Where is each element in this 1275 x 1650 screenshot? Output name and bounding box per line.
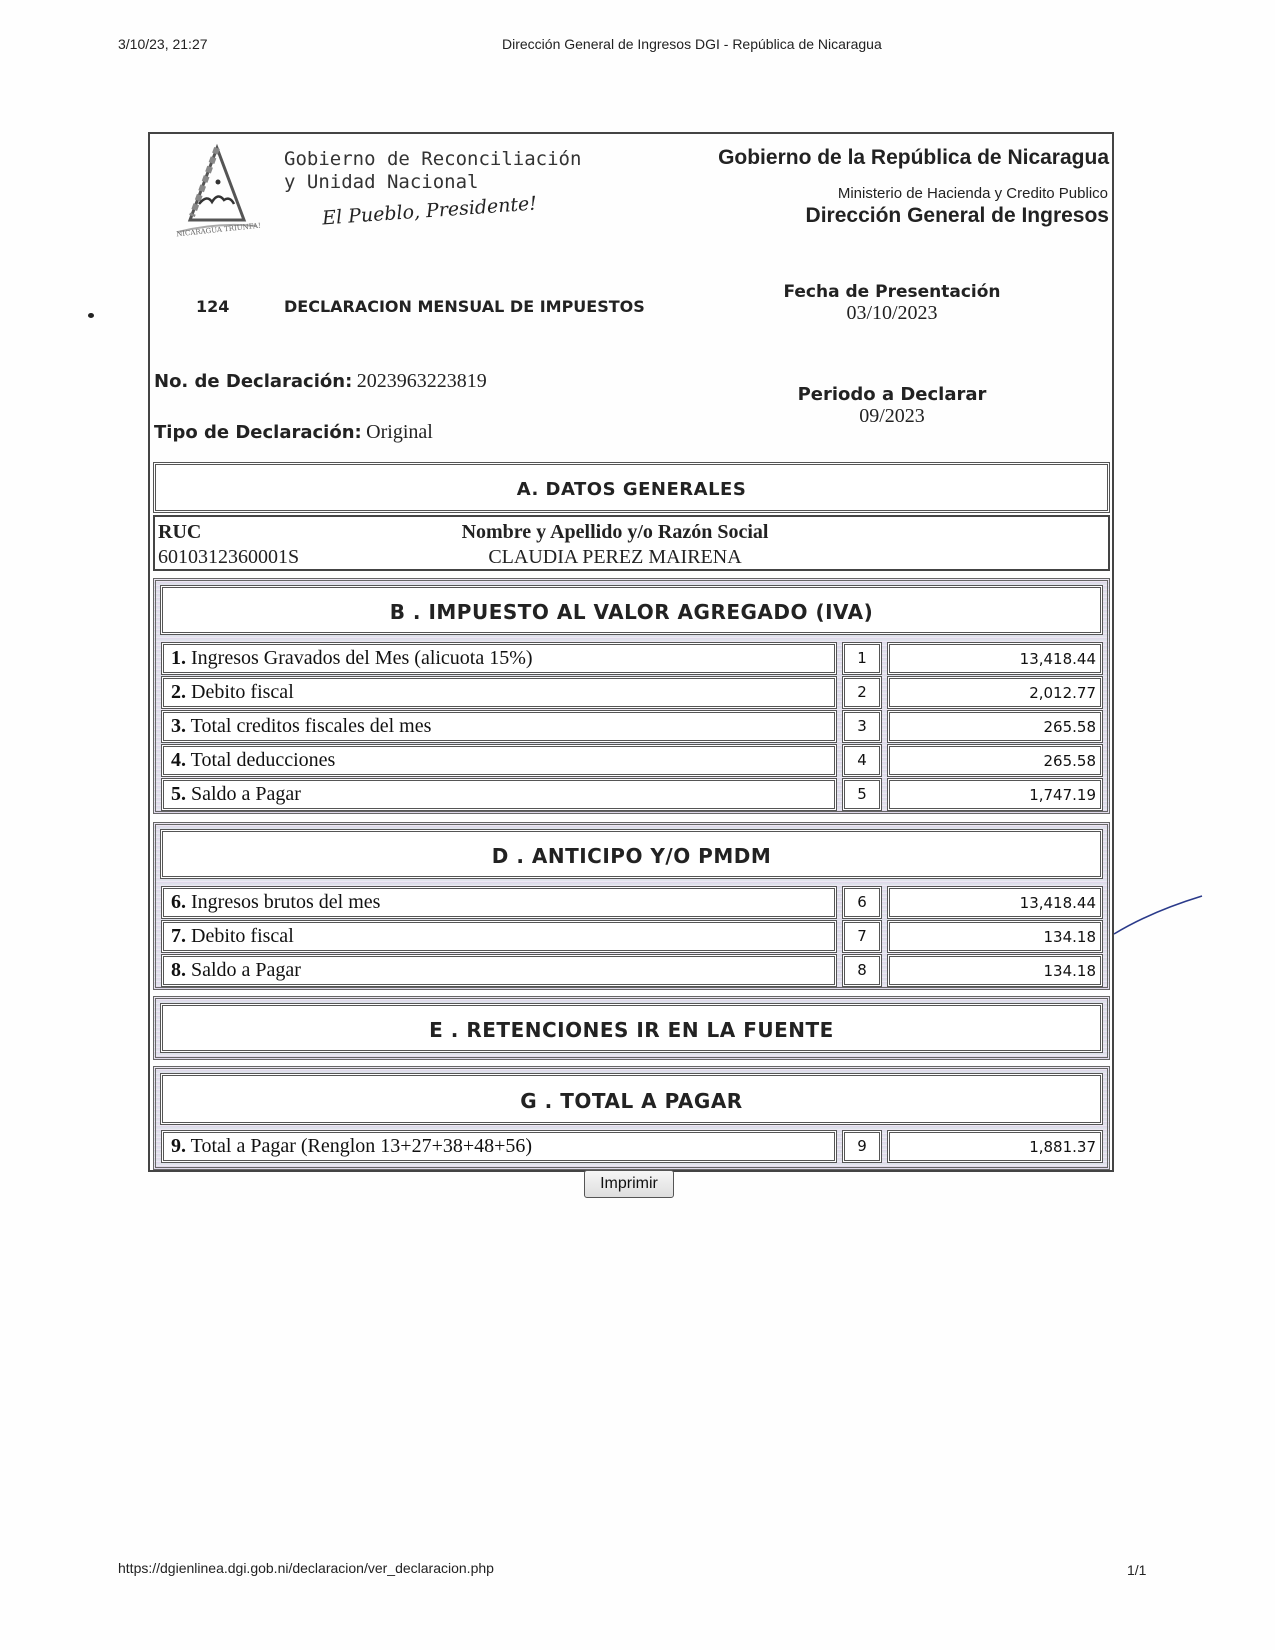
- row-number-prefix: 1.: [171, 647, 186, 669]
- row-amount: 13,418.44: [887, 886, 1103, 919]
- row-line-number: 8: [842, 954, 882, 987]
- row-line-number: 4: [842, 744, 882, 777]
- row-number-prefix: 4.: [171, 749, 186, 771]
- logo-text: NICARAGUA TRIUNFA!: [175, 221, 262, 239]
- row-line-number: 5: [842, 778, 882, 811]
- fecha-value: 03/10/2023: [846, 302, 938, 324]
- row-label: [161, 1130, 837, 1163]
- row-label: [161, 676, 837, 709]
- row-label-text: Ingresos Gravados del Mes (alicuota 15%): [191, 647, 533, 669]
- form-title: DECLARACION MENSUAL DE IMPUESTOS: [284, 297, 645, 316]
- section-d-header: [160, 829, 1103, 879]
- row-amount: 1,881.37: [887, 1130, 1103, 1163]
- section-e-header: [160, 1003, 1103, 1053]
- row-number-prefix: 3.: [171, 715, 186, 737]
- row-label: [161, 920, 837, 953]
- print-button[interactable]: Imprimir: [584, 1170, 674, 1198]
- gov-line1: Gobierno de Reconciliación: [284, 148, 582, 170]
- dgi-title: Dirección General de Ingresos: [805, 204, 1109, 227]
- nombre-value: CLAUDIA PEREZ MAIRENA: [488, 546, 742, 568]
- ministry-label: Ministerio de Hacienda y Credito Publico: [837, 185, 1108, 202]
- row-line-number: 7: [842, 920, 882, 953]
- row-label-text: Ingresos brutos del mes: [191, 891, 381, 913]
- row-amount: 2,012.77: [887, 676, 1103, 709]
- no-declaracion-value: 2023963223819: [356, 370, 487, 392]
- tipo-declaracion: [154, 421, 433, 444]
- slogan-signature: El Pueblo, Presidente!: [321, 192, 538, 230]
- footer-page: 1/1: [1127, 1562, 1147, 1578]
- periodo-value: 09/2023: [859, 405, 925, 427]
- section-a-header: [153, 462, 1110, 513]
- row-amount: 134.18: [887, 954, 1103, 987]
- nombre-label: Nombre y Apellido y/o Razón Social: [461, 521, 769, 543]
- no-declaracion-label: No. de Declaración:: [154, 371, 353, 392]
- row-number-prefix: 2.: [171, 681, 186, 703]
- row-label: [161, 744, 837, 777]
- row-number-prefix: 8.: [171, 959, 186, 981]
- row-label-text: Total deducciones: [190, 749, 336, 771]
- tipo-declaracion-label: Tipo de Declaración:: [154, 422, 362, 443]
- row-number-prefix: 9.: [171, 1135, 186, 1157]
- section-b-header: [160, 585, 1103, 635]
- section-g-title: G . TOTAL A PAGAR: [520, 1089, 743, 1113]
- form-number: 124: [196, 297, 230, 316]
- ruc-label: RUC: [158, 521, 202, 543]
- row-label-text: Saldo a Pagar: [191, 783, 301, 805]
- row-line-number: 3: [842, 710, 882, 743]
- row-number-prefix: 6.: [171, 891, 186, 913]
- row-line-number: 6: [842, 886, 882, 919]
- no-declaracion: [154, 370, 487, 393]
- row-label: [161, 954, 837, 987]
- row-amount: 13,418.44: [887, 642, 1103, 675]
- row-label-text: Debito fiscal: [191, 681, 294, 703]
- row-number-prefix: 7.: [171, 925, 186, 947]
- row-label: [161, 886, 837, 919]
- section-b-title: B . IMPUESTO AL VALOR AGREGADO (IVA): [389, 600, 874, 624]
- print-datetime: 3/10/23, 21:27: [118, 36, 208, 52]
- row-amount: 265.58: [887, 744, 1103, 777]
- print-page-title: Dirección General de Ingresos DGI - República de Nicaragua: [502, 36, 882, 52]
- section-d-title: D . ANTICIPO Y/O PMDM: [491, 844, 772, 868]
- section-e-title: E . RETENCIONES IR EN LA FUENTE: [429, 1018, 834, 1042]
- republic-title: Gobierno de la República de Nicaragua: [718, 146, 1109, 169]
- periodo-label: Periodo a Declarar: [797, 384, 987, 405]
- row-line-number: 1: [842, 642, 882, 675]
- row-label-text: Saldo a Pagar: [191, 959, 301, 981]
- section-g-header: [160, 1073, 1103, 1125]
- row-label-text: Total a Pagar (Renglon 13+27+38+48+56): [190, 1135, 533, 1157]
- row-label: [161, 642, 837, 675]
- fecha-label: Fecha de Presentación: [783, 282, 1001, 302]
- row-line-number: 2: [842, 676, 882, 709]
- row-label: [161, 778, 837, 811]
- row-label: [161, 710, 837, 743]
- section-a-data: [153, 515, 1110, 571]
- pen-stroke-mark: [1110, 890, 1205, 940]
- row-line-number: 9: [842, 1130, 882, 1163]
- row-amount: 134.18: [887, 920, 1103, 953]
- row-amount: 265.58: [887, 710, 1103, 743]
- row-number-prefix: 5.: [171, 783, 186, 805]
- row-amount: 1,747.19: [887, 778, 1103, 811]
- section-a-title: A. DATOS GENERALES: [516, 479, 747, 500]
- row-label-text: Total creditos fiscales del mes: [190, 715, 432, 737]
- tipo-declaracion-value: Original: [366, 421, 433, 443]
- gov-line2: y Unidad Nacional: [284, 171, 479, 193]
- footer-url: https://dgienlinea.dgi.gob.ni/declaracion/ver_declaracion.php: [118, 1560, 494, 1576]
- scan-speck: [88, 313, 94, 318]
- ruc-value: 6010312360001S: [158, 546, 300, 568]
- row-label-text: Debito fiscal: [191, 925, 294, 947]
